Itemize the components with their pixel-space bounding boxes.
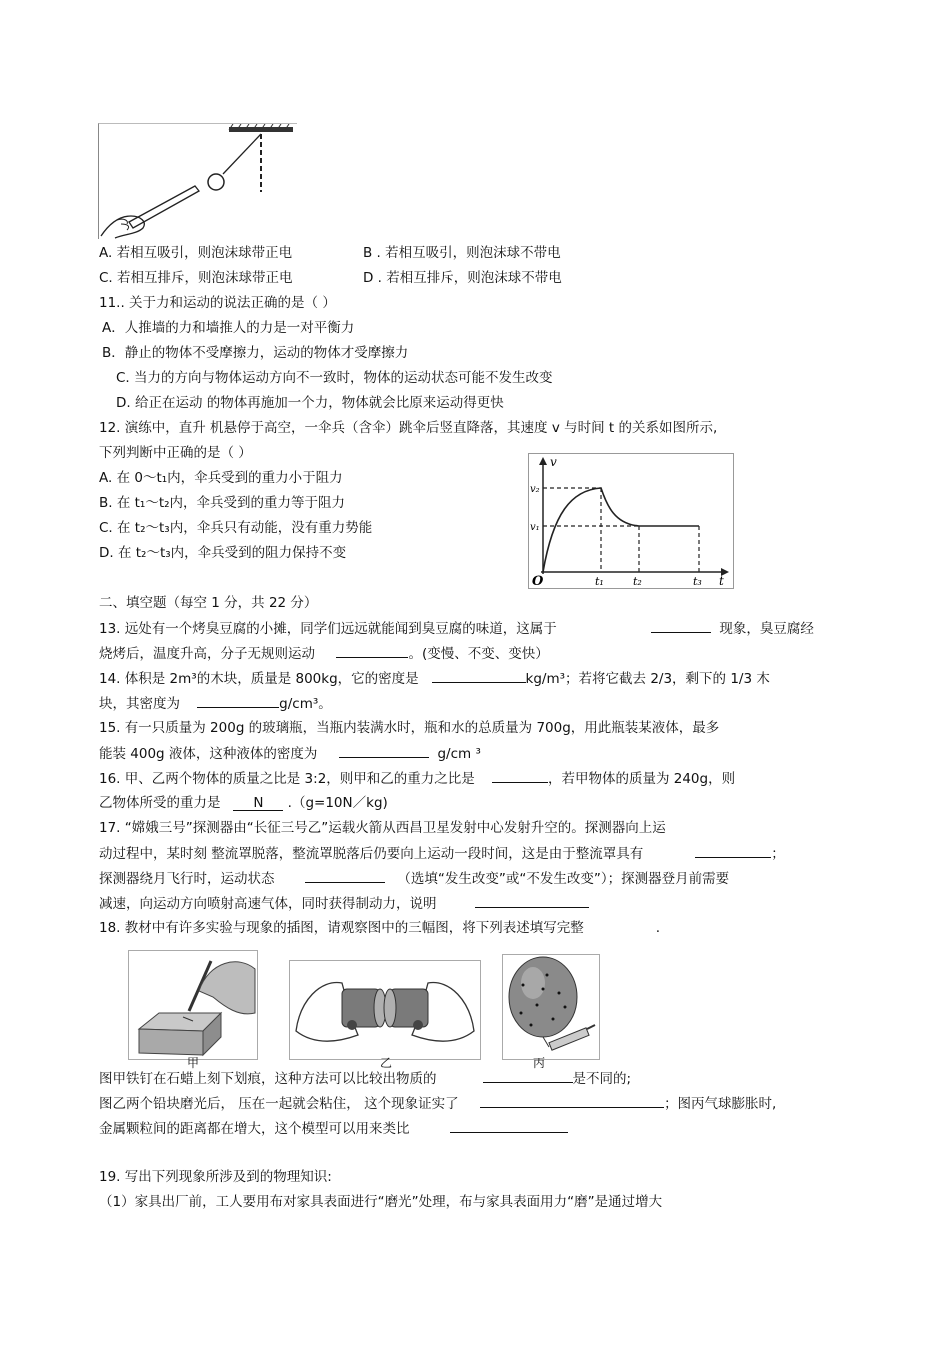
graph-y-label: v: [550, 455, 557, 469]
q12-option-b: B. 在 t₁～t₂内，伞兵受到的重力等于阻力: [99, 495, 346, 511]
q18-line2: [99, 1094, 776, 1113]
graph-v1-label: v₁: [530, 522, 540, 533]
q14-text-c: 块，其密度为: [99, 696, 180, 712]
q17-blank-3[interactable]: [475, 894, 589, 908]
q18-blank-2[interactable]: [480, 1094, 664, 1108]
q18-text-d: ；图丙气球膨胀时,: [664, 1096, 777, 1112]
q16-unit: N: [253, 795, 264, 811]
q10-option-b: B . 若相互吸引，则泡沫球不带电: [363, 245, 561, 261]
q12-stem-line2: 下列判断中正确的是（ ）: [99, 445, 252, 461]
q14-text-d: g/cm³。: [279, 696, 332, 712]
q13-text-c: 烧烤后，温度升高，分子无规则运动: [99, 646, 315, 662]
q18-text-b: 是不同的;: [572, 1071, 632, 1087]
q10-option-a: A. 若相互吸引，则泡沫球带正电: [99, 245, 293, 261]
q12-stem-line1: 12. 演练中，直升 机悬停于高空，一伞兵（含伞）跳伞后竖直降落，其速度 v 与时间 t 的关系如图所示,: [99, 420, 718, 436]
q14-blank-1[interactable]: [432, 669, 526, 683]
q16-blank-2[interactable]: [233, 794, 283, 811]
q16-blank-1[interactable]: [492, 769, 548, 783]
q14-text-a: 14. 体积是 2m³的木块，质量是 800kg，它的密度是: [99, 671, 419, 687]
q16-text-b: ，若甲物体的质量为 240g，则: [547, 771, 736, 787]
q13-line2: [99, 644, 549, 663]
graph-v2-label: v₂: [530, 484, 540, 495]
q15-blank[interactable]: [339, 744, 429, 758]
q17-text-d: （选填“发生改变”或“不发生改变”）；探测器登月前需要: [397, 871, 730, 887]
q18-stem-dot: .: [655, 920, 661, 936]
q17-text-e: 减速，向运动方向喷射高速气体，同时获得制动力，说明: [99, 896, 437, 912]
q14-text-b: kg/m³；若将它截去 2/3，剩下的 1/3 木: [525, 671, 770, 687]
q12-option-d: D. 在 t₂～t₃内，伞兵受到的阻力保持不变: [99, 545, 347, 561]
q16-line2: [99, 794, 388, 812]
q14-blank-2[interactable]: [197, 694, 279, 708]
graph-t3-label: t₃: [693, 575, 702, 588]
q18-line1: [99, 1069, 631, 1088]
q15-text-b: g/cm ³: [437, 746, 481, 762]
q15-line1: 15. 有一只质量为 200g 的玻璃瓶，当瓶内装满水时，瓶和水的总质量为 700g，用此瓶装某液体，最多: [99, 720, 720, 736]
q18-blank-1[interactable]: [483, 1069, 573, 1083]
q16-text-c: 乙物体所受的重力是: [99, 795, 221, 811]
graph-x-label: t: [719, 574, 724, 588]
q11-option-d: D. 给正在运动 的物体再施加一个力，物体就会比原来运动得更快: [116, 395, 504, 411]
q10-option-d: D . 若相互排斥，则泡沫球不带电: [363, 270, 562, 286]
q14-line1: [99, 669, 770, 688]
q13-text-b: 现象，臭豆腐经: [719, 621, 814, 637]
q15-text-a: 能装 400g 液体，这种液体的密度为: [99, 746, 318, 762]
q13-line1: [99, 619, 814, 638]
q17-line4: [99, 894, 589, 913]
q17-line1: 17. “嫦娥三号”探测器由“长征三号乙”运载火箭从西昌卫星发射中心发射升空的。探测器向上运: [99, 820, 666, 836]
pendulum-figure: [98, 123, 297, 239]
figure-yi: [289, 960, 481, 1070]
q18-text-e: 金属颗粒间的距离都在增大，这个模型可以用来类比: [99, 1121, 410, 1137]
q18-stem-text: 18. 教材中有许多实验与现象的插图，请观察图中的三幅图，将下列表述填写完整: [99, 920, 584, 936]
figure-jia: [128, 950, 258, 1070]
q14-line2: [99, 694, 332, 713]
q17-blank-2[interactable]: [305, 869, 385, 883]
q13-blank-2[interactable]: [336, 644, 408, 658]
q12-option-a: A. 在 0～t₁内，伞兵受到的重力小于阻力: [99, 470, 343, 486]
figure-bing: [502, 954, 600, 1070]
q17-text-c: 探测器绕月飞行时，运动状态: [99, 871, 275, 887]
graph-t1-label: t₁: [595, 575, 604, 588]
q13-blank-1[interactable]: [651, 619, 711, 633]
q17-blank-1[interactable]: [695, 844, 771, 858]
q16-text-d: .（g=10N／kg): [287, 795, 388, 811]
figure-bing-caption: 丙: [533, 1056, 546, 1070]
q11-option-b: B．静止的物体不受摩擦力，运动的物体才受摩擦力: [102, 345, 409, 361]
q11-option-a: A．人推墙的力和墙推人的力是一对平衡力: [102, 320, 355, 336]
q18-blank-3[interactable]: [450, 1119, 568, 1133]
q11-option-c: C. 当力的方向与物体运动方向不一致时，物体的运动状态可能不发生改变: [116, 370, 553, 386]
q18-text-a: 图甲铁钉在石蜡上刻下划痕，这种方法可以比较出物质的: [99, 1071, 437, 1087]
q13-text-d: 。(变慢、不变、变快）: [408, 646, 549, 662]
q18-stem: [99, 919, 660, 937]
q12-option-c: C. 在 t₂～t₃内，伞兵只有动能，没有重力势能: [99, 520, 373, 536]
q16-line1: [99, 769, 735, 788]
velocity-time-graph: [528, 453, 734, 589]
figure-jia-caption: 甲: [187, 1056, 200, 1070]
q17-text-a: 动过程中，某时刻 整流罩脱落，整流罩脱落后仍要向上运动一段时间，这是由于整流罩具有: [99, 846, 644, 862]
graph-origin: O: [532, 574, 544, 588]
pendulum-drawing: [99, 124, 297, 239]
q11-stem: 11.. 关于力和运动的说法正确的是（ ）: [99, 295, 336, 311]
q15-line2: [99, 744, 481, 763]
section-heading: 二、填空题（每空 1 分，共 22 分）: [99, 595, 318, 611]
graph-t2-label: t₂: [633, 575, 642, 588]
q10-option-c: C. 若相互排斥，则泡沫球带正电: [99, 270, 293, 286]
q18-text-c: 图乙两个铅块磨光后， 压在一起就会粘住， 这个现象证实了: [99, 1096, 459, 1112]
q17-line2: [99, 844, 785, 863]
q19-stem: 19. 写出下列现象所涉及到的物理知识:: [99, 1169, 332, 1185]
q13-text-a: 13. 远处有一个烤臭豆腐的小摊，同学们远远就能闻到臭豆腐的味道，这属于: [99, 621, 557, 637]
q17-text-b: ；: [771, 846, 785, 862]
figure-yi-caption: 乙: [380, 1056, 393, 1070]
q17-line3: [99, 869, 729, 888]
q19-part1: （1）家具出厂前，工人要用布对家具表面进行“磨光”处理，布与家具表面用力“磨”是通过增大: [99, 1194, 663, 1210]
q16-text-a: 16. 甲、乙两个物体的质量之比是 3:2，则甲和乙的重力之比是: [99, 771, 475, 787]
q18-line3: [99, 1119, 568, 1138]
